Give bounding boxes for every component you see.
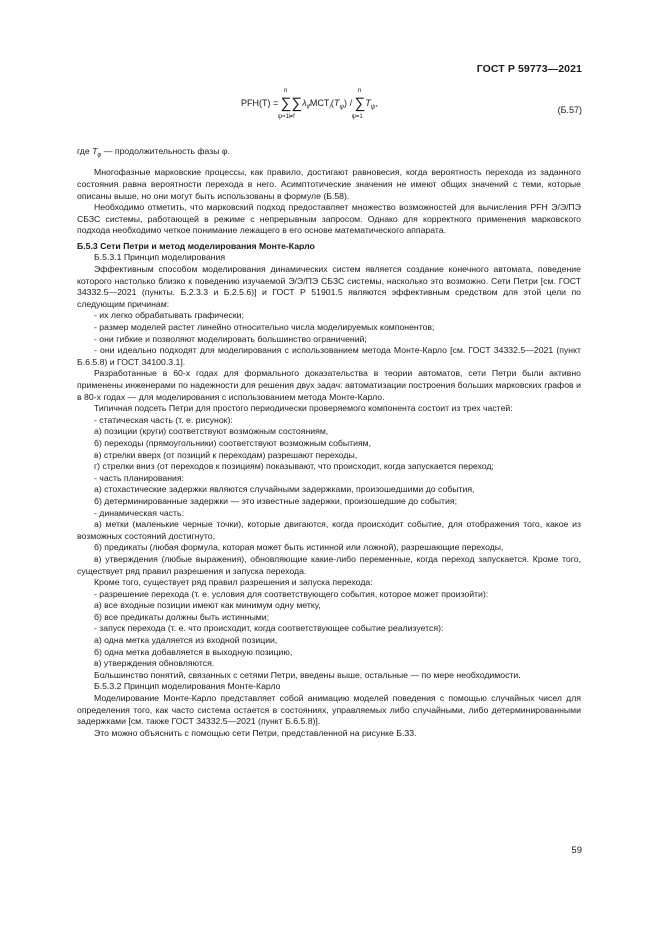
- paragraph: Моделирование Монте-Карло представляет собой анимацию моделей поведения с помощью случайных чисел для определения того, как часто система остается в состояниях, управляемых либо случайными, либо детерминированными задержками [см. также ГОСТ 34332.5—2021 (пункт Б.6.5.8)].: [77, 693, 581, 727]
- paragraph: Это можно объяснить с помощью сети Петри, представленной на рисунке Б.33.: [94, 727, 417, 738]
- paragraph: Многофазные марковские процессы, как правило, достигают равновесия, когда вероятность перехода из заданного состояния равна вероятности перехода в него. Асимптотические значения не имеют общих значений с теми, которые описаны выше, но они могут быть использованы в формуле (Б.58).: [77, 167, 581, 201]
- list-item: б) одна метка добавляется в выходную позицию,: [94, 646, 293, 657]
- list-item: а) все входные позиции имеют как минимум одну метку,: [94, 600, 321, 611]
- sum-symbol-3: ∑ n ψ=1: [351, 87, 366, 120]
- paragraph: Необходимо отметить, что марковский подход предоставляет множество возможностей для вычисления PFH Э/Э/ПЭ СБЗС системы, работающей в режиме с непрерывным запросом. Однако для корректного применения марковского подхода необходимо четкое понимание лежащего в его основе математического аппарата.: [77, 202, 581, 236]
- subsection-heading: Б.5.3.2 Принцип моделирования Монте-Карло: [94, 681, 281, 692]
- paragraph: Большинство понятий, связанных с сетями Петри, введены выше, остальные — по мере необходимости.: [94, 669, 521, 680]
- formula-lambda: λ: [302, 97, 307, 108]
- formula-mct: MCT: [309, 97, 330, 108]
- sum-symbol-1: ∑ n ψ=1: [277, 87, 292, 120]
- sum-symbol-2: ∑ i≠f: [288, 95, 303, 120]
- formula-block: [0, 87, 661, 132]
- page-number: 59: [571, 845, 582, 856]
- list-item: - часть планирования:: [94, 472, 184, 483]
- list-item: - запуск перехода (т. е. что происходит, когда соответствующее событие реализуется):: [94, 623, 444, 634]
- list-item: б) детерминированные задержки — это известные задержки, произошедшие до события;: [94, 495, 457, 506]
- paragraph: Эффективным способом моделирования динамических систем является создание конечного автомата, поведение которого настолько близко к поведению изучаемой Э/Э/ПЭ СБЗС системы, насколько это возможно. Сети Петри [см. ГОСТ 34332.5—2021 (пункты. Б.2.3.3 и Б.2.5.6)] и ГОСТ Р 51901.5 являются эффективным средством для этой цели по следующим причинам:: [77, 264, 581, 309]
- list-item: - разрешение перехода (т. е. условия для соответствующего события, которое может произойти):: [94, 588, 489, 599]
- list-item: а) одна метка удаляется из входной позиции,: [94, 635, 278, 646]
- list-item: в) утверждения обновляются.: [94, 658, 215, 669]
- formula-lhs: PFH(T) =: [241, 97, 279, 108]
- list-item: - они идеально подходят для моделирования с использованием метода Монте-Карло [см. ГОСТ 34332.5—2021 (пункт Б.6.5.8) и ГОСТ 34100.3.1].: [77, 345, 581, 367]
- list-item: - размер моделей растет линейно относительно числа моделируемых компонентов;: [94, 322, 435, 333]
- list-item: - они гибкие и позволяют моделировать большинство ограничений;: [94, 333, 367, 344]
- list-item: г) стрелки вниз (от переходов к позициям) показывают, что происходит, когда запускается переход;: [94, 461, 494, 472]
- list-item: - статическая часть (т. е. рисунок):: [94, 414, 233, 425]
- paragraph: Разработанные в 60-х годах для формального доказательства в теории автоматов, сети Петри были активно применены инженерами по надежности для решения двух задач: автоматизации построения больших марковских графов и в 80-х годах — для моделирования с использованием метода Монте-Карло.: [77, 368, 581, 402]
- list-item: а) стохастические задержки являются случайными задержками, произошедшими до события,: [94, 484, 475, 495]
- list-item: в) утверждения (любые выражения), обновляющие какие-либо переменные, когда переход запускается. Кроме того, существует ряд правил разрешения и запуска перехода.: [77, 553, 581, 576]
- list-item: а) метки (маленькие черные точки), которые двигаются, когда происходит событие, для отображения того, какое из возможных состояний достигнуто,: [77, 519, 581, 541]
- list-item: б) переходы (прямоугольники) соответствуют возможным событиям,: [94, 437, 372, 448]
- where-clause: где $T_\varphi$ — продолжительность фазы φ.: [77, 146, 230, 159]
- subsection-heading: Б.5.3.1 Принцип моделирования: [94, 252, 226, 263]
- formula-pfh: PFH(T) = ∑ n ψ=1 ∑ i≠f $\lambda_{if}MCT_i(T_\psi)$ / ∑ n ψ=1 $T_\psi$,: [241, 87, 379, 120]
- list-item: а) позиции (круги) соответствуют возможным состояниям,: [94, 426, 329, 437]
- section-heading: Б.5.3 Сети Петри и метод моделирования Монте-Карло: [77, 240, 315, 251]
- list-item: в) стрелки вверх (от позиций к переходам) разрешают переходы,: [94, 449, 358, 460]
- standard-header: ГОСТ Р 59773—2021: [476, 63, 582, 75]
- paragraph: Типичная подсеть Петри для простого периодически проверяемого компонента состоит из трех частей:: [94, 403, 513, 414]
- paragraph: Кроме того, существует ряд правил разрешения и запуска перехода:: [94, 577, 373, 588]
- list-item: б) предикаты (любая формула, которая может быть истинной или ложной), разрешающие переходы,: [94, 542, 504, 553]
- formula-number: (Б.57): [557, 105, 582, 115]
- list-item: б) все предикаты должны быть истинными;: [94, 611, 270, 622]
- list-item: - динамическая часть:: [94, 507, 184, 518]
- body-text: [77, 146, 581, 739]
- list-item: - их легко обрабатывать графически;: [94, 310, 244, 321]
